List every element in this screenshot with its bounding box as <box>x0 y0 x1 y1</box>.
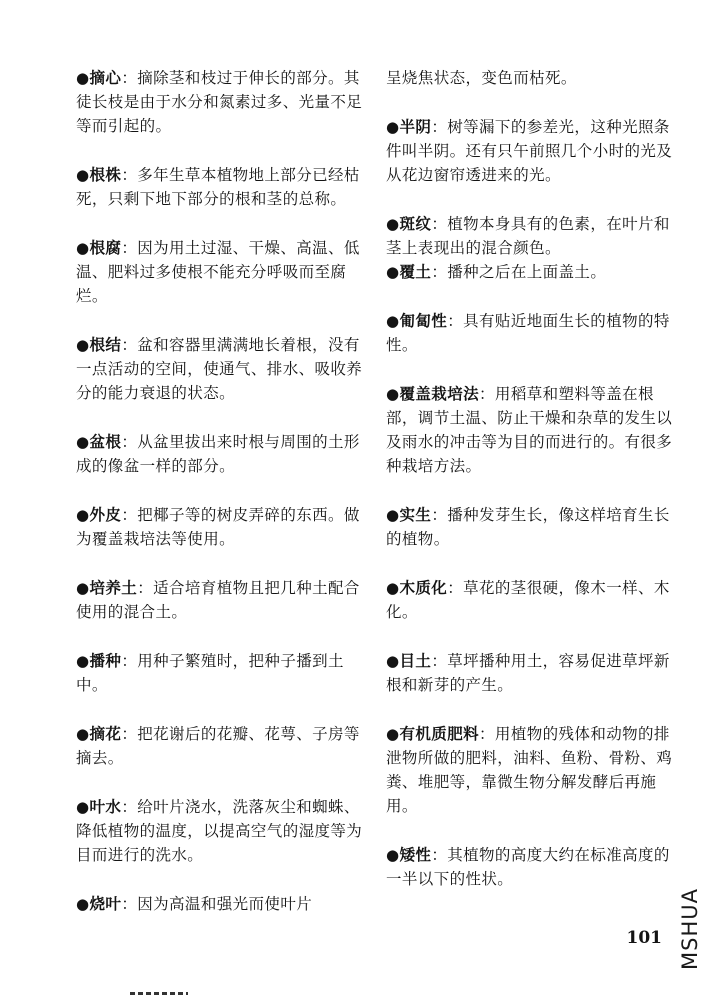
bullet-icon: ● <box>386 846 400 864</box>
bullet-icon: ● <box>76 725 90 743</box>
bullet-icon: ● <box>76 579 90 597</box>
entry-definition: ：用种子繁殖时，把种子播到土中。 <box>76 652 344 694</box>
glossary-entry <box>386 576 676 624</box>
entry-definition: ：植物本身具有的色素，在叶片和茎上表现出的混合颜色。 <box>386 215 670 257</box>
glossary-entry <box>76 333 366 405</box>
glossary-entry <box>386 382 676 478</box>
entry-definition: ：播种发芽生长，像这样培育生长的植物。 <box>386 506 670 548</box>
glossary-entry <box>76 795 366 867</box>
bullet-icon: ● <box>386 385 400 403</box>
bullet-icon: ● <box>386 215 400 233</box>
entry-definition: ：因为用土过湿、干燥、高温、低温、肥料过多使根不能充分呼吸而至腐烂。 <box>76 239 360 305</box>
entry-definition: ：盆和容器里满满地长着根，没有一点活动的空间，使通气、排水、吸收养分的能力衰退的状态。 <box>76 336 363 402</box>
bullet-icon: ● <box>76 69 90 87</box>
entry-term: 摘心 <box>89 69 122 87</box>
entry-term: 覆土 <box>399 263 432 281</box>
watermark <box>678 870 702 988</box>
entry-definition: ：用稻草和塑料等盖在根部，调节土温、防止干燥和杂草的发生以及雨水的冲击等为目的而进行的。有很多种栽培方法。 <box>386 385 673 475</box>
entry-term: 外皮 <box>89 506 122 524</box>
entry-definition: ：从盆里拔出来时根与周围的土形成的像盆一样的部分。 <box>76 433 360 475</box>
glossary-entry <box>76 722 366 770</box>
entry-term: 盆根 <box>89 433 122 451</box>
entry-definition: ：给叶片浇水，洗落灰尘和蜘蛛、降低植物的温度，以提高空气的湿度等为目而进行的洗水。 <box>76 798 363 864</box>
entry-term: 目土 <box>399 652 432 670</box>
glossary-entry <box>76 649 366 697</box>
bullet-icon: ● <box>386 263 400 281</box>
glossary-entry <box>386 212 676 260</box>
entry-term: 有机质肥料 <box>399 725 480 743</box>
bullet-icon: ● <box>386 725 400 743</box>
right-column <box>386 66 676 891</box>
entry-definition: ：具有贴近地面生长的植物的特性。 <box>386 312 670 354</box>
bullet-icon: ● <box>386 652 400 670</box>
glossary-entry <box>76 576 366 624</box>
left-column <box>76 66 366 916</box>
entry-definition: 呈烧焦状态，变色而枯死。 <box>386 69 577 87</box>
entry-term: 匍匐性 <box>399 312 448 330</box>
glossary-entry <box>76 236 366 308</box>
entry-definition: ：摘除茎和枝过于伸长的部分。其徒长枝是由于水分和氮素过多、光量不足等而引起的。 <box>76 69 363 135</box>
entry-term: 根腐 <box>89 239 122 257</box>
entry-definition: ：把花谢后的花瓣、花萼、子房等摘去。 <box>76 725 360 767</box>
glossary-entry <box>386 309 676 357</box>
entry-definition: ：适合培育植物且把几种土配合使用的混合土。 <box>76 579 360 621</box>
scan-artifact-mark <box>130 992 188 995</box>
entry-definition: ：树等漏下的参差光，这种光照条件叫半阴。还有只午前照几个小时的光及从花边窗帘透进来的光。 <box>386 118 673 184</box>
glossary-entry <box>386 649 676 697</box>
bullet-icon: ● <box>386 506 400 524</box>
entry-term: 木质化 <box>399 579 448 597</box>
entry-definition: ：草坪播种用土，容易促进草坪新根和新芽的产生。 <box>386 652 670 694</box>
glossary-entry <box>386 503 676 551</box>
entry-term: 实生 <box>399 506 432 524</box>
entry-definition: ：草花的茎很硬，像木一样、木化。 <box>386 579 670 621</box>
glossary-entry <box>76 163 366 211</box>
entry-term: 播种 <box>89 652 122 670</box>
entry-term: 覆盖栽培法 <box>399 385 480 403</box>
glossary-entry-continued <box>386 66 676 90</box>
bullet-icon: ● <box>386 118 400 136</box>
entry-definition: ：其植物的高度大约在标准高度的一半以下的性状。 <box>386 846 670 888</box>
glossary-entry <box>76 66 366 138</box>
glossary-entry <box>76 892 366 916</box>
bullet-icon: ● <box>76 239 90 257</box>
page-number: 101 <box>626 928 662 948</box>
entry-term: 半阴 <box>399 118 432 136</box>
entry-definition: ：因为高温和强光而使叶片 <box>121 895 313 913</box>
bullet-icon: ● <box>76 166 90 184</box>
entry-definition: ：播种之后在上面盖土。 <box>431 263 607 281</box>
entry-term: 摘花 <box>89 725 122 743</box>
entry-definition: ：用植物的残体和动物的排泄物所做的肥料，油料、鱼粉、骨粉、鸡粪、堆肥等，靠微生物分解发酵后再施用。 <box>386 725 673 815</box>
watermark-text: MSHUA <box>678 888 703 970</box>
entry-term: 叶水 <box>89 798 122 816</box>
glossary-entry <box>386 843 676 891</box>
entry-term: 根株 <box>89 166 122 184</box>
entry-definition: ：多年生草本植物地上部分已经枯死，只剩下地下部分的根和茎的总称。 <box>76 166 360 208</box>
bullet-icon: ● <box>76 652 90 670</box>
bullet-icon: ● <box>386 579 400 597</box>
bullet-icon: ● <box>76 895 90 913</box>
entry-term: 培养土 <box>89 579 138 597</box>
glossary-entry <box>386 722 676 818</box>
glossary-entry <box>76 503 366 551</box>
glossary-entry <box>76 430 366 478</box>
bullet-icon: ● <box>76 798 90 816</box>
entry-term: 斑纹 <box>399 215 432 233</box>
entry-definition: ：把椰子等的树皮弄碎的东西。做为覆盖栽培法等使用。 <box>76 506 360 548</box>
bullet-icon: ● <box>76 336 90 354</box>
entry-term: 矮性 <box>399 846 432 864</box>
bullet-icon: ● <box>76 433 90 451</box>
entry-term: 根结 <box>89 336 122 354</box>
glossary-entry <box>386 115 676 187</box>
bullet-icon: ● <box>386 312 400 330</box>
bullet-icon: ● <box>76 506 90 524</box>
glossary-entry <box>386 260 676 284</box>
entry-term: 烧叶 <box>89 895 122 913</box>
